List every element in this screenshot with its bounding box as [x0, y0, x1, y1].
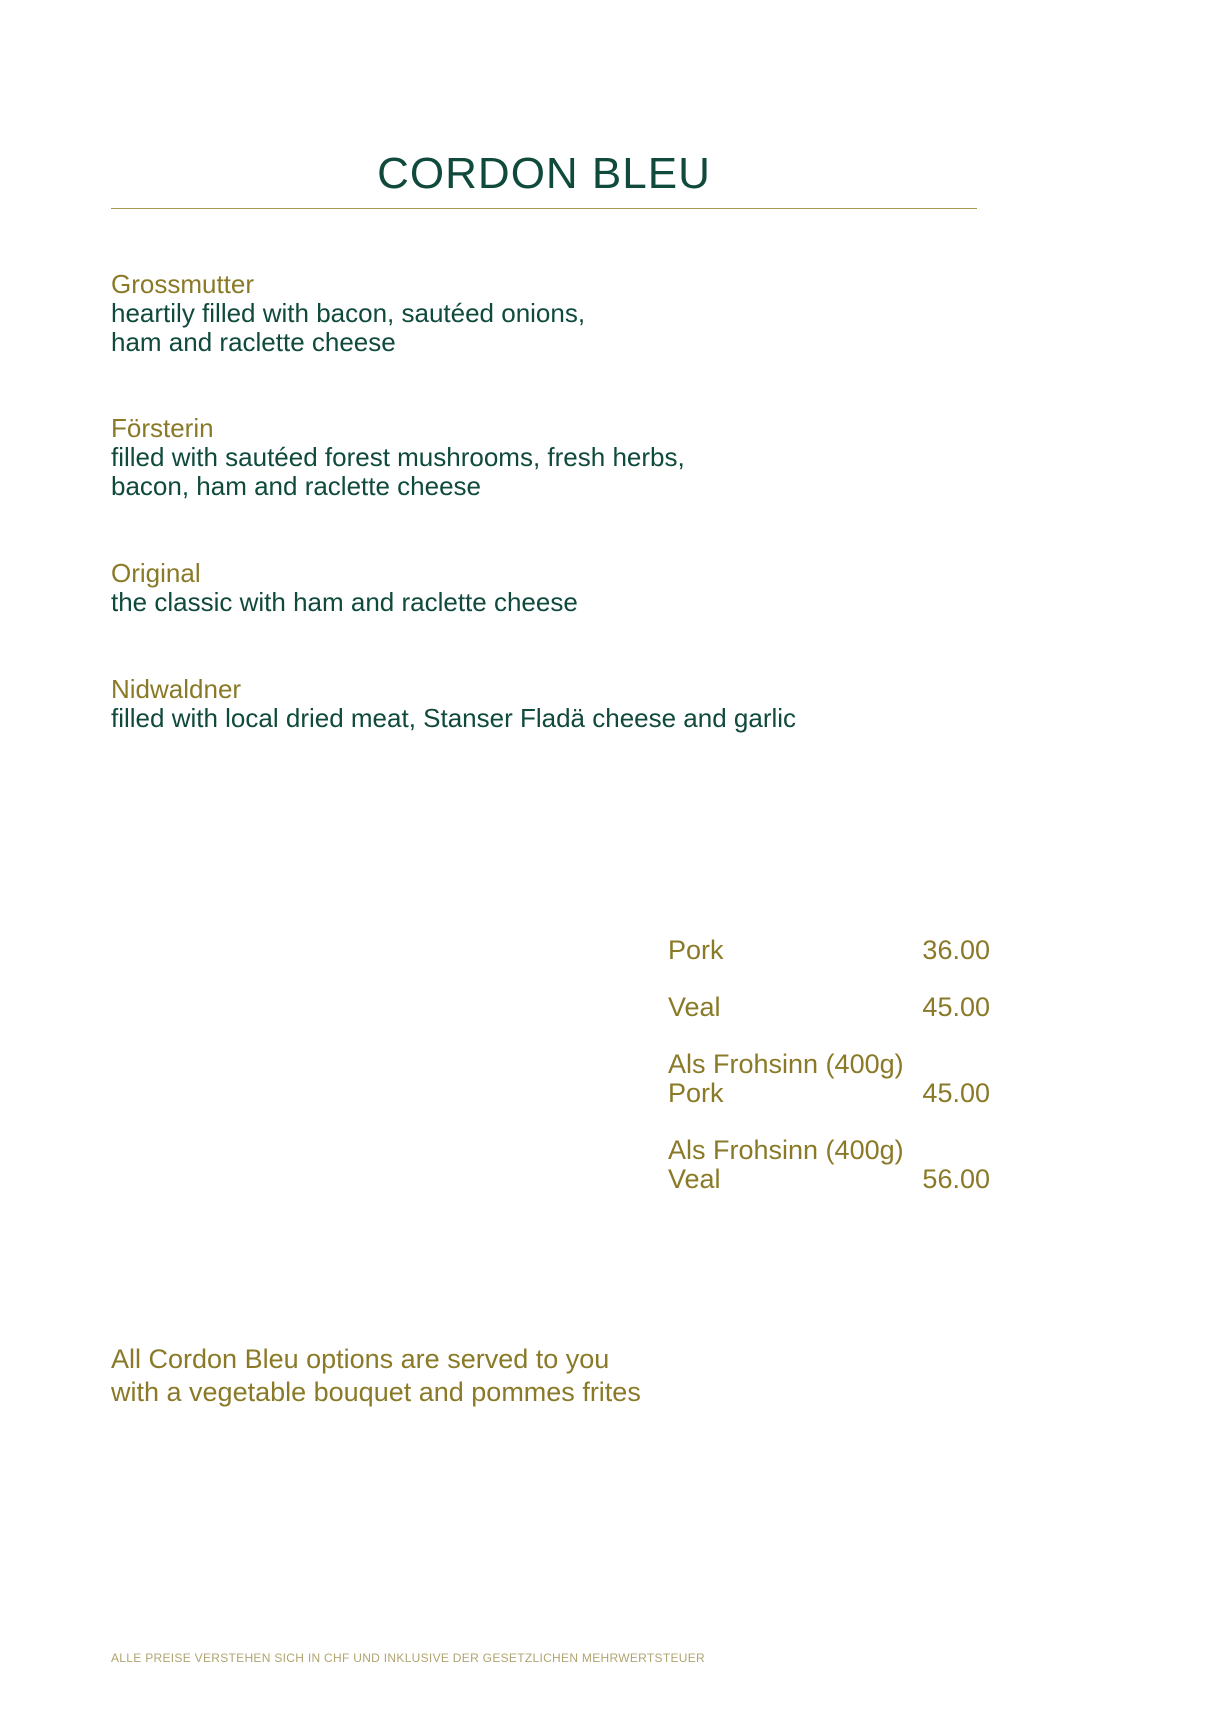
price-label: Pork: [668, 1078, 724, 1108]
serving-note: [111, 1343, 911, 1409]
price-heading: Als Frohsinn (400g): [668, 1049, 904, 1079]
price-row: [668, 1136, 990, 1194]
price-label: Veal: [668, 1164, 721, 1194]
serving-note-line: with a vegetable bouquet and pommes frites: [111, 1377, 641, 1407]
price-heading: Als Frohsinn (400g): [668, 1135, 904, 1165]
page-title: CORDON BLEU: [377, 149, 711, 198]
dish-description: heartily filled with bacon, sautéed onions, ham and raclette cheese: [111, 298, 586, 357]
dish-name: Försterin: [111, 413, 214, 443]
price-row: [668, 936, 990, 965]
dish-original: [111, 559, 1011, 617]
price-value: 36.00: [922, 935, 990, 965]
footer-disclaimer: ALLE PREISE VERSTEHEN SICH IN CHF UND INKLUSIVE DER GESETZLICHEN MEHRWERTSTEUER: [111, 1651, 706, 1665]
price-row: [668, 993, 990, 1022]
price-label: Pork: [668, 935, 724, 965]
price-row: [668, 1050, 990, 1108]
dish-description: the classic with ham and raclette cheese: [111, 587, 578, 617]
dish-name: Original: [111, 558, 201, 588]
price-list: [668, 936, 990, 1222]
price-value: 45.00: [922, 1078, 990, 1108]
dish-grossmutter: [111, 270, 1011, 357]
dish-foersterin: [111, 414, 1011, 501]
price-value: 56.00: [922, 1164, 990, 1194]
serving-note-line: All Cordon Bleu options are served to you: [111, 1344, 610, 1374]
title-divider: [111, 208, 977, 209]
price-label: Veal: [668, 992, 721, 1022]
price-value: 45.00: [922, 992, 990, 1022]
dish-name: Grossmutter: [111, 269, 255, 299]
dish-description: filled with sautéed forest mushrooms, fresh herbs, bacon, ham and raclette cheese: [111, 442, 685, 501]
dish-nidwaldner: [111, 675, 1011, 733]
dish-name: Nidwaldner: [111, 674, 242, 704]
dish-description: filled with local dried meat, Stanser Fladä cheese and garlic: [111, 703, 797, 733]
